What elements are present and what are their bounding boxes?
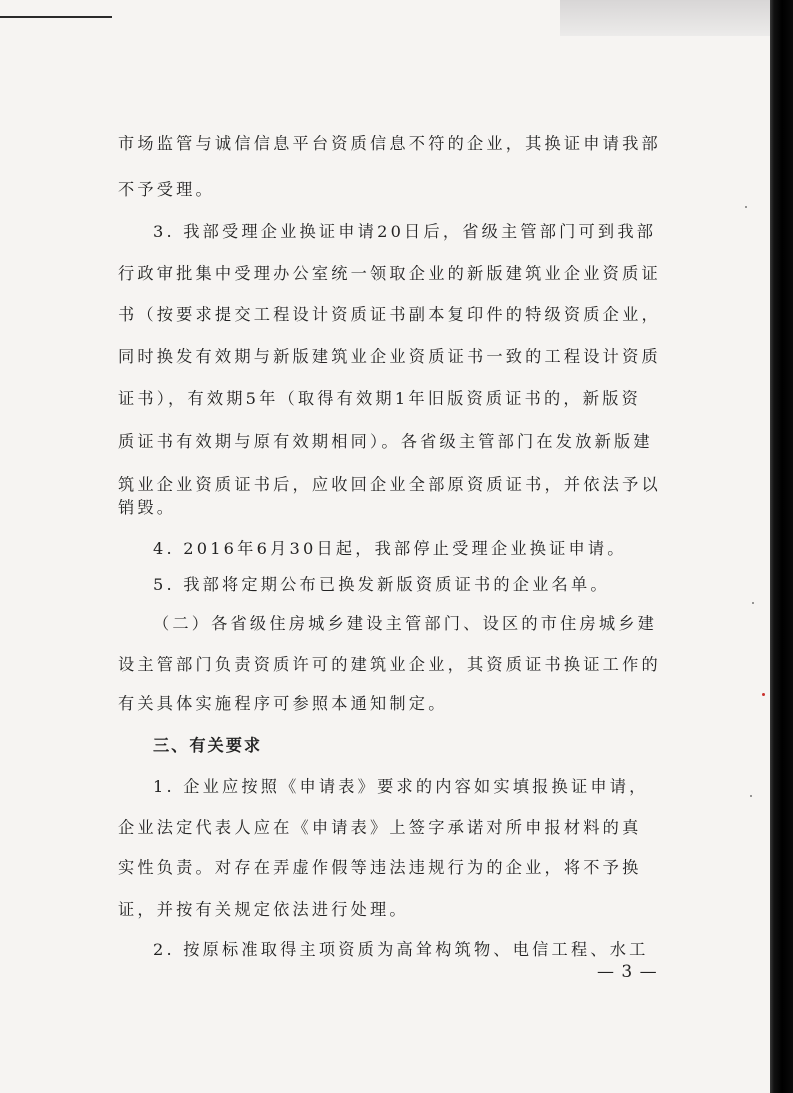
- text-line: 企业法定代表人应在《申请表》上签字承诺对所申报材料的真: [118, 818, 642, 837]
- scan-speck: [752, 602, 754, 604]
- scan-speck: [750, 795, 752, 797]
- text-line: 证书），有效期5年（取得有效期1年旧版资质证书的，新版资: [118, 389, 641, 408]
- text-line: 实性负责。对存在弄虚作假等违法违规行为的企业，将不予换: [118, 858, 642, 877]
- scan-speck: [745, 206, 747, 208]
- text-line: 销毁。: [118, 498, 177, 517]
- text-line: 市场监管与诚信信息平台资质信息不符的企业，其换证申请我部: [118, 134, 661, 153]
- scan-border: [770, 0, 793, 1093]
- text-line: 设主管部门负责资质许可的建筑业企业，其资质证书换证工作的: [118, 655, 661, 674]
- text-line: 4. 2016年6月30日起，我部停止受理企业换证申请。: [153, 539, 627, 558]
- text-line: 筑业企业资质证书后，应收回企业全部原资质证书，并依法予以: [118, 475, 661, 494]
- text-line: 质证书有效期与原有效期相同）。各省级主管部门在发放新版建: [118, 432, 653, 451]
- text-line: 不予受理。: [118, 180, 215, 199]
- header-rule: [0, 16, 112, 18]
- text-line: 有关具体实施程序可参照本通知制定。: [118, 694, 448, 713]
- text-line: 证，并按有关规定依法进行处理。: [118, 900, 409, 919]
- section-heading: 三、有关要求: [153, 736, 263, 755]
- scan-speck: [762, 693, 765, 696]
- text-line: 行政审批集中受理办公室统一领取企业的新版建筑业企业资质证: [118, 264, 661, 283]
- top-scan-shadow: [560, 0, 770, 36]
- text-line: 2. 按原标准取得主项资质为高耸构筑物、电信工程、水工: [153, 940, 649, 959]
- text-line: 同时换发有效期与新版建筑业企业资质证书一致的工程设计资质: [118, 347, 661, 366]
- text-line: 书（按要求提交工程设计资质证书副本复印件的特级资质企业，: [118, 305, 661, 324]
- page-number: — 3 —: [597, 962, 658, 982]
- text-line: 3. 我部受理企业换证申请20日后，省级主管部门可到我部: [153, 222, 657, 241]
- text-line: （二）各省级住房城乡建设主管部门、设区的市住房城乡建: [153, 614, 658, 633]
- text-line: 5. 我部将定期公布已换发新版资质证书的企业名单。: [153, 575, 610, 594]
- text-line: 1. 企业应按照《申请表》要求的内容如实填报换证申请，: [153, 777, 649, 796]
